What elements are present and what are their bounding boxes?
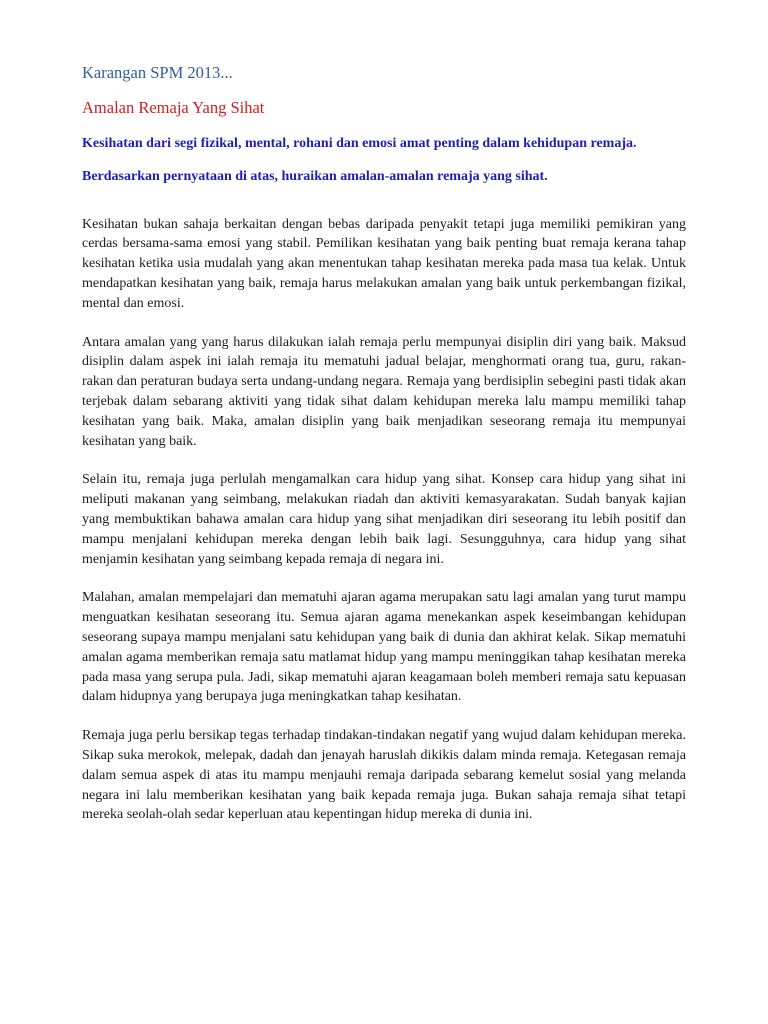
body-paragraph: Antara amalan yang yang harus dilakukan ialah remaja perlu mempunyai disiplin diri yang baik. Maksud disiplin dalam aspek ini ialah remaja itu mematuhi jadual belajar, menghormati orang tua, guru, rakan-rakan dan peraturan budaya serta undang-undang negara. Remaja yang berdisiplin sebegini pasti tidak akan terjebak dalam sebarang aktiviti yang tidak sihat dalam kehidupan mereka lalu mampu memiliki tahap kesihatan yang baik. Maka, amalan disiplin yang baik menjadikan seseorang remaja itu mempunyai kesihatan yang baik. (82, 334, 686, 449)
body-paragraph: Malahan, amalan mempelajari dan mematuhi ajaran agama merupakan satu lagi amalan yang turut mampu menguatkan kesihatan seseorang itu. Semua ajaran agama menekankan aspek keseimbangan kehidupan seseorang supaya mampu menjalani satu kehidupan yang baik di dunia dan akhirat kelak. Sikap mematuhi amalan agama memberikan remaja satu matlamat hidup yang mampu meninggikan tahap kesihatan mereka pada masa yang serupa pula. Jadi, sikap mematuhi ajaran keagamaan boleh memberi remaja satu kepuasan dalam hidupnya yang berupaya juga meningkatkan tahap kesihatan. (82, 590, 686, 705)
essay-instruction: Berdasarkan pernyataan di atas, huraikan amalan-amalan remaja yang sihat. (82, 168, 548, 184)
body-paragraph: Remaja juga perlu bersikap tegas terhadap tindakan-tindakan negatif yang wujud dalam kehidupan mereka. Sikap suka merokok, melepak, dadah dan jenayah haruslah dikikis dalam minda remaja. Ketegasan remaja dalam semua aspek di atas itu mampu menjauhi remaja daripada sebarang kemelut sosial yang melanda negara ini lalu memberikan kesihatan yang baik kepada remaja juga. Bukan sahaja remaja sihat tetapi mereka seolah-olah sedar keperluan atau kepentingan hidup mereka di dunia ini. (82, 728, 686, 823)
body-paragraph: Kesihatan bukan sahaja berkaitan dengan bebas daripada penyakit tetapi juga memiliki pemikiran yang cerdas bersama-sama emosi yang stabil. Pemilikan kesihatan yang baik penting buat remaja kerana tahap kesihatan ketika usia mudalah yang akan menentukan tahap kesihatan mereka pada masa tua kelak. Untuk mendapatkan kesihatan yang baik, remaja harus melakukan amalan yang baik untuk perkembangan fizikal, mental dan emosi. (82, 216, 686, 311)
essay-prompt: Kesihatan dari segi fizikal, mental, rohani dan emosi amat penting dalam kehidupan remaja. (82, 135, 637, 151)
body-paragraph: Selain itu, remaja juga perlulah mengamalkan cara hidup yang sihat. Konsep cara hidup yang sihat ini meliputi makanan yang seimbang, melakukan riadah dan aktiviti kemasyarakatan. Sudah banyak kajian yang membuktikan bahawa amalan cara hidup yang sihat menjadikan diri seseorang itu lebih positif dan mampu menjalani kehidupan mereka dengan lebih baik lagi. Sesungguhnya, cara hidup yang sihat menjamin kesihatan yang seimbang kepada remaja di negara ini. (82, 472, 686, 567)
document-heading: Karangan SPM 2013... (82, 63, 233, 82)
essay-title: Amalan Remaja Yang Sihat (82, 98, 265, 118)
